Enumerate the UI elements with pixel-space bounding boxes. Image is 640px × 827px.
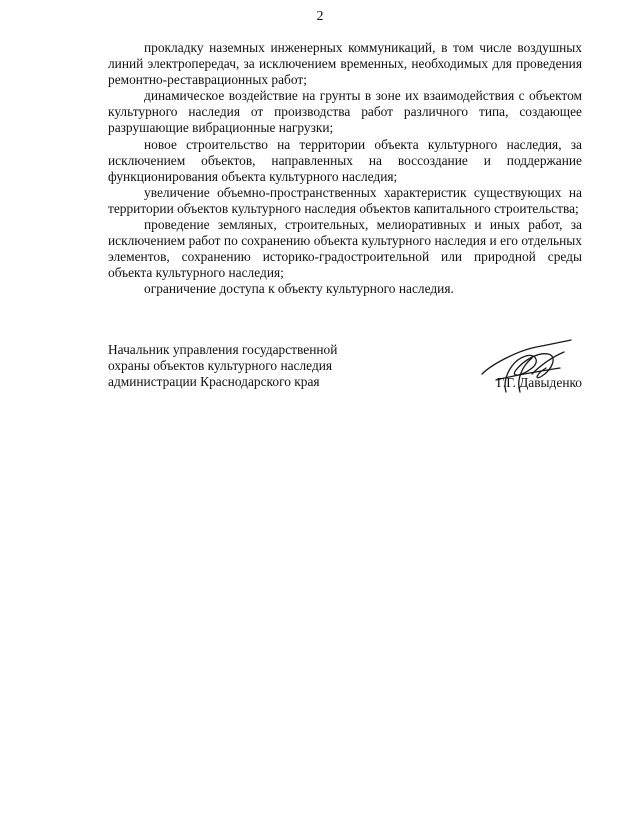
paragraph: новое строительство на территории объекта культурного наследия, за исключением объектов, направленных на воссоздание и поддержание функционирования объекта культурного наследия; bbox=[108, 136, 582, 184]
paragraph: прокладку наземных инженерных коммуникаций, в том числе воздушных линий электропередач, за исключением временных, необходимых для проведения ремонтно-реставрационных работ; bbox=[108, 40, 582, 88]
page-number: 2 bbox=[316, 9, 324, 24]
paragraph: проведение земляных, строительных, мелиоративных и иных работ, за исключением работ по сохранению объекта культурного наследия и его отдельных элементов, сохранению историко-градостроительной или природной среды объекта культурного наследия; bbox=[108, 217, 582, 281]
paragraph: увеличение объемно-пространственных характеристик существующих на территории объектов культурного наследия объектов капитального строительства; bbox=[108, 184, 582, 216]
paragraph: динамическое воздействие на грунты в зоне их взаимодействия с объектом культурного наследия от производства работ различного типа, создающее разрушающие вибрационные нагрузки; bbox=[108, 88, 582, 136]
paragraph: ограничение доступа к объекту культурного наследия. bbox=[144, 281, 454, 297]
document-body bbox=[108, 40, 582, 298]
signature-block bbox=[108, 342, 582, 402]
signer-position: Начальник управления государственной охраны объектов культурного наследия администрации Краснодарского края bbox=[108, 342, 338, 390]
signer-name: Г.Г. Давыденко bbox=[496, 375, 582, 390]
